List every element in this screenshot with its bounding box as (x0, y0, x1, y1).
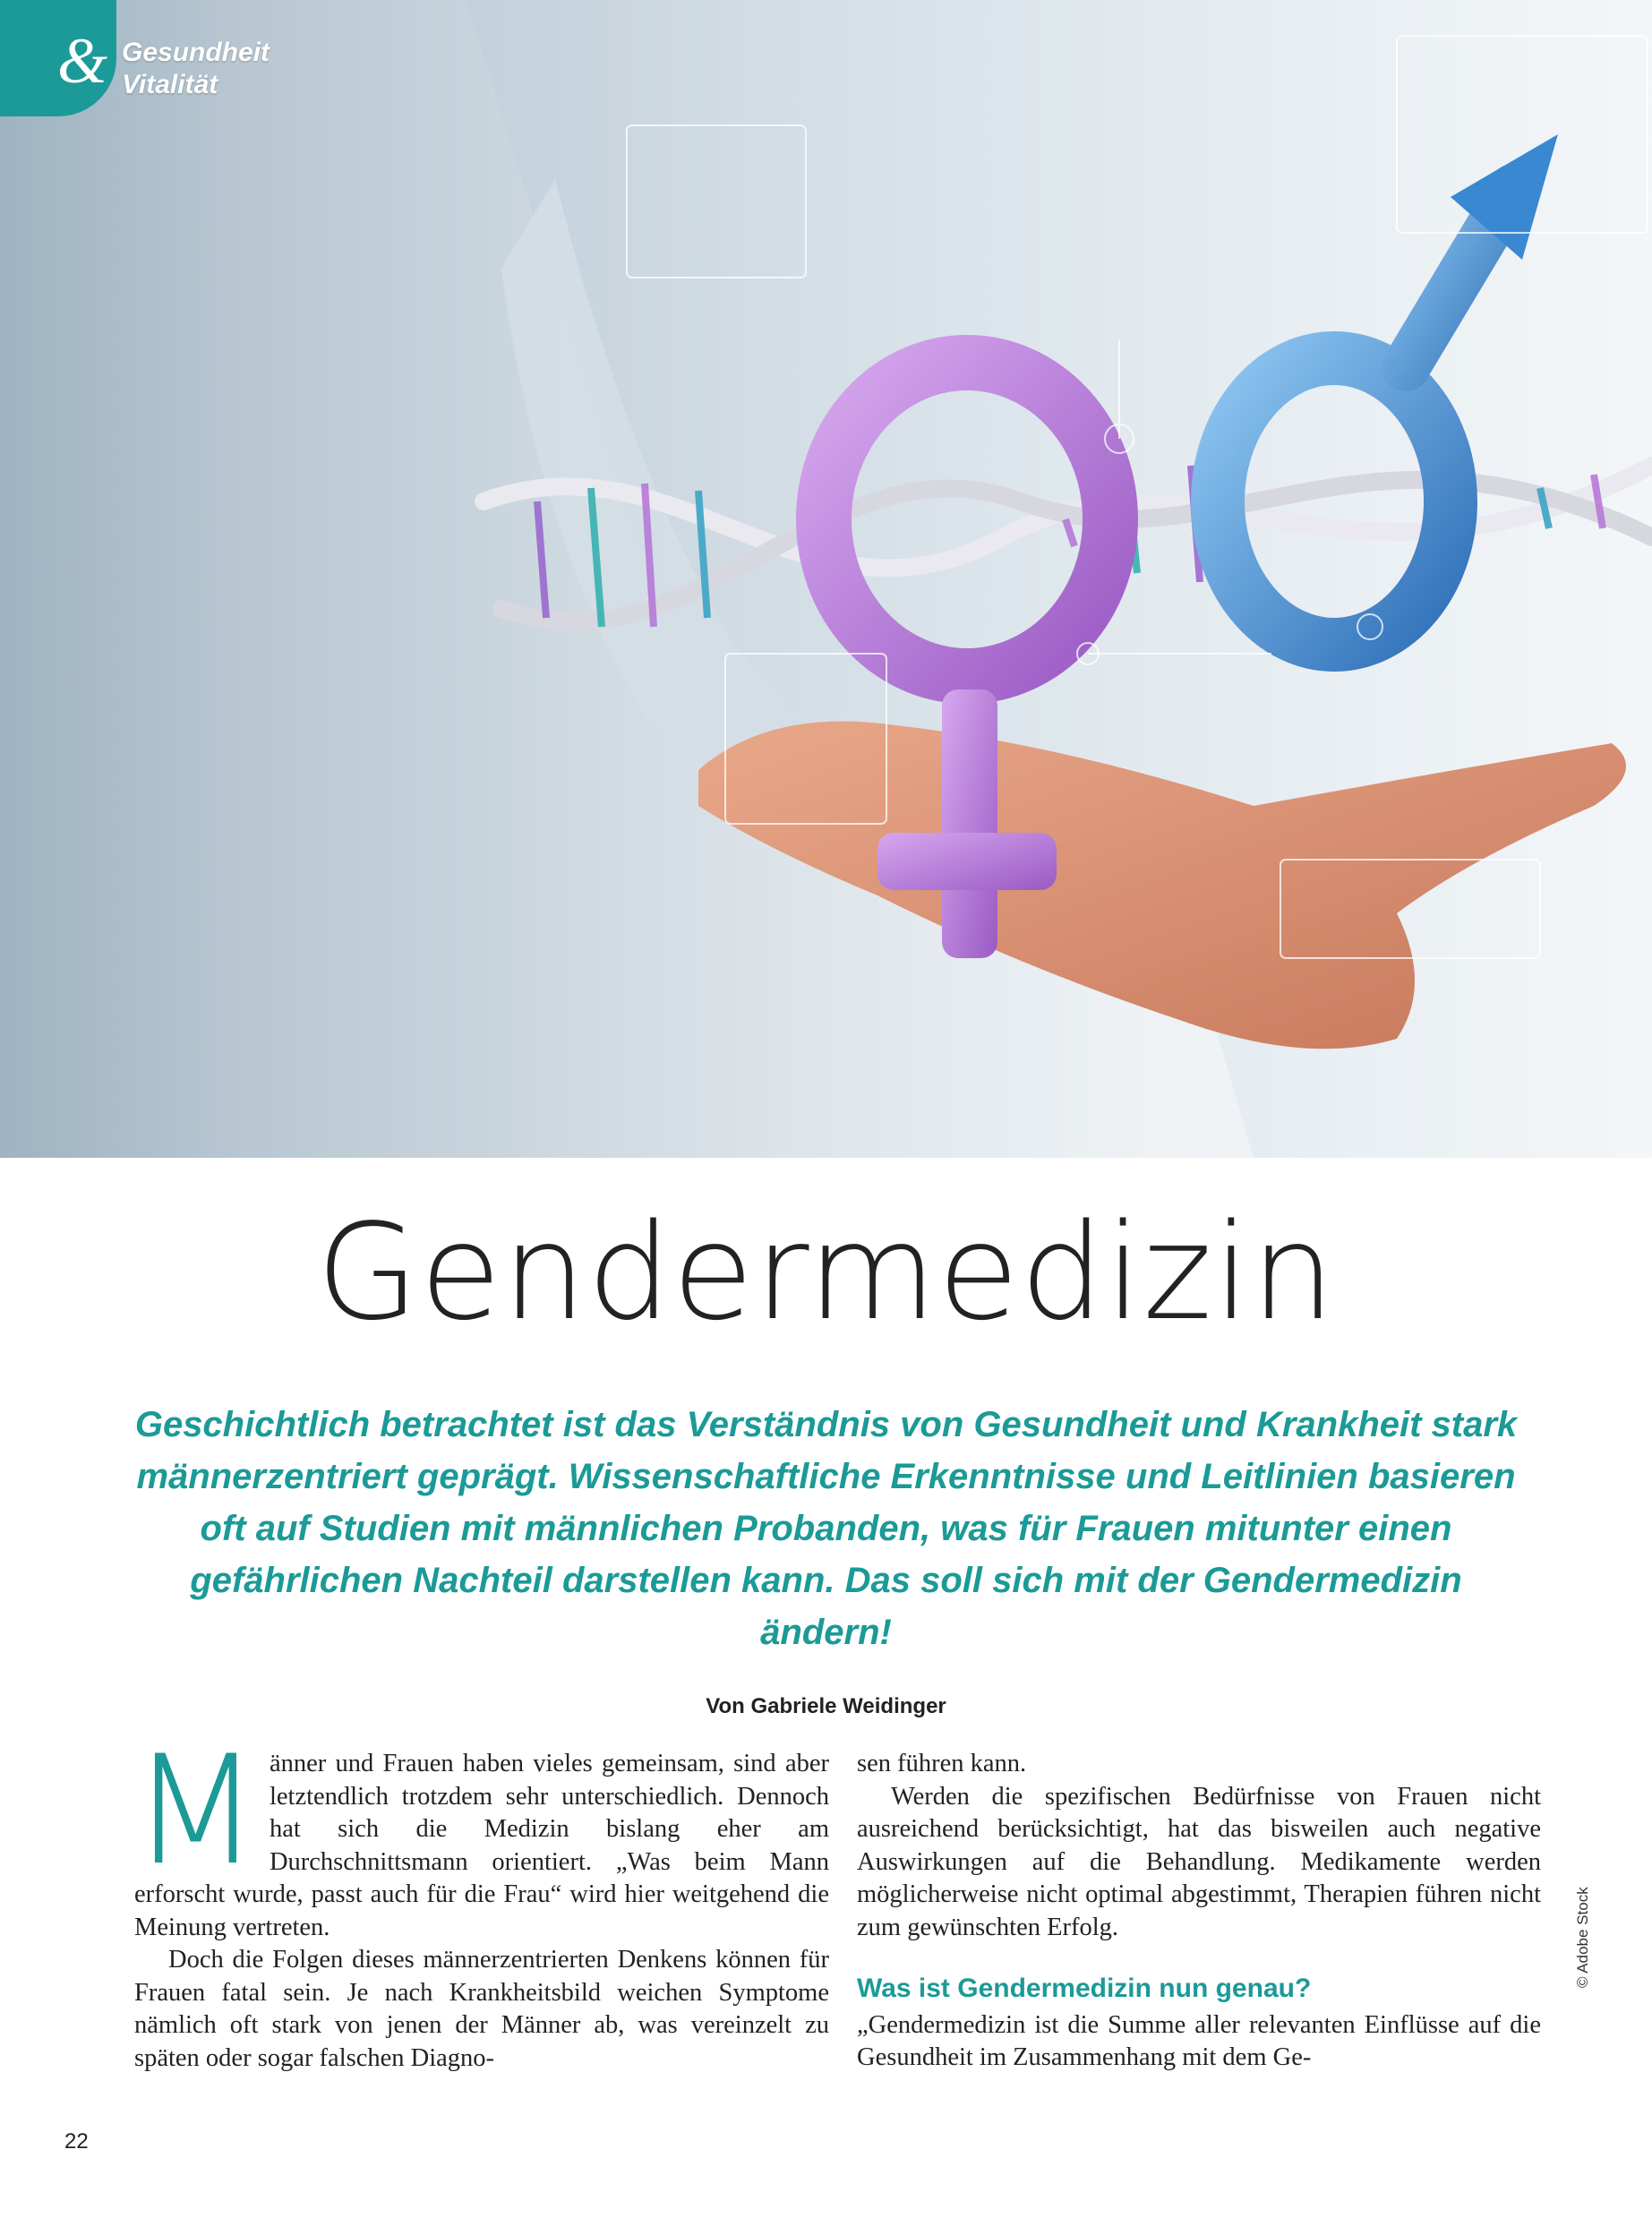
drop-cap: M (131, 1723, 261, 1898)
paragraph-text: änner und Frauen haben vieles gemeinsam, sind aber letztendlich trotzdem sehr unterschiedlich. Dennoch hat sich die Medizin bislang eher am Durchschnittsmann orientiert. „Was beim Mann erforscht wurde, passt auch für die Frau“ wird hier weitgehend die Meinung vertreten. (134, 1750, 829, 1941)
paragraph: Doch die Folgen dieses männerzentrierten Denkens können für Frauen fatal sein. Je nach Krankheitsbild weichen Symptome nämlich oft stark von jenen der Männer ab, was vereinzelt zu späten oder sogar falschen Diagno- (134, 1946, 829, 2072)
section-label-vitalitaet: Vitalität (122, 70, 218, 99)
subheading: Was ist Gendermedizin nun genau? (857, 1974, 1312, 2003)
article-title: Gendermedizin (316, 1195, 1336, 1349)
article-byline: Von Gabriele Weidinger (706, 1694, 946, 1718)
paragraph: sen führen kann. (857, 1750, 1027, 1777)
article-lead: Geschichtlich betrachtet ist das Verständnis von Gesundheit und Krankheit stark männerzentriert geprägt. Wissenschaftliche Erkenntnisse und Leitlinien basieren oft auf Studien mit männlichen Probanden, was für Frauen mitunter einen gefährlichen Nachteil darstellen kann. Das soll sich mit der Gendermedizin ändern! (134, 1405, 1518, 1652)
section-label-gesundheit: Gesundheit (122, 38, 270, 67)
paragraph: „Gendermedizin ist die Summe aller relevanten Einflüsse auf die Gesundheit im Zusammenhang mit dem Ge- (857, 2010, 1541, 2071)
paragraph: Werden die spezifischen Bedürfnisse von Frauen nicht ausreichend berücksichtigt, hat das bisweilen auch negative Auswirkungen auf die Behandlung. Medikamente werden möglicherweise nicht optimal abgestimmt, Therapien führen nicht zum gewünschten Erfolg. (857, 1782, 1541, 1941)
paragraph (131, 1723, 829, 1944)
text-column-2 (857, 1748, 1541, 2075)
text-column-1 (131, 1723, 829, 2075)
section-ampersand: & (57, 25, 108, 97)
photo-credit: © Adobe Stock (1574, 1887, 1591, 1988)
page-number: 22 (64, 2129, 89, 2154)
